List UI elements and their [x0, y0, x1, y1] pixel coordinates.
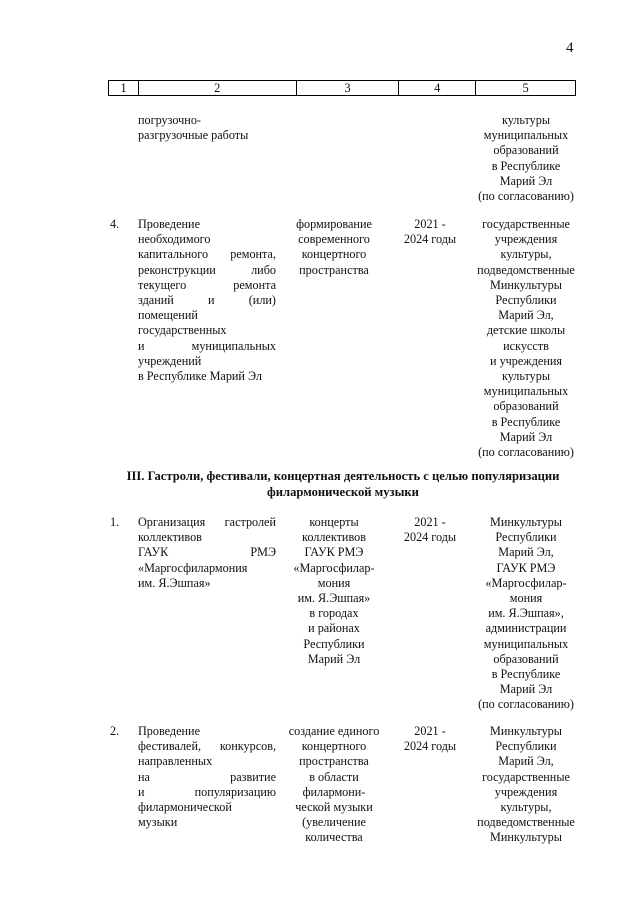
text-line: и муниципальных [138, 338, 276, 353]
page-number: 4 [566, 40, 574, 56]
text-line: Марий Эл [499, 173, 553, 188]
row1-number: 1. [110, 515, 120, 529]
text-line: культуры [501, 369, 551, 384]
text-line: культуры, [500, 247, 552, 262]
text-line: капитального ремонта, [138, 247, 276, 262]
text-line: (по согласованию) [478, 445, 574, 460]
text-line: 2021 - [414, 724, 446, 738]
text-line: государственные [482, 769, 570, 784]
header-col-1: 1 [109, 81, 139, 95]
text-line: государственных [138, 323, 227, 338]
text-line: зданий и (или) [138, 293, 276, 308]
text-line: Марий Эл, [498, 754, 554, 769]
text-line: 2024 годы [403, 232, 457, 247]
text-line: помещений [138, 308, 198, 323]
text-line: подведомственные [477, 262, 575, 277]
text-line: музыки [138, 815, 178, 830]
text-line: Республики [495, 293, 557, 308]
row2-result-cell [287, 724, 381, 846]
text-line: им. Я.Эшпая» [297, 591, 371, 606]
text-line: коллективов [302, 530, 366, 545]
text-line: и районах [308, 621, 360, 636]
text-line: «Маргосфилар- [293, 560, 375, 575]
text-line: администрации [485, 621, 567, 636]
text-line: и популяризацию [138, 784, 276, 799]
text-line: образований [493, 143, 559, 158]
text-line: муниципальных [483, 384, 569, 399]
text-line: ГАУК РМЭ [496, 560, 556, 575]
text-line: учреждения [494, 784, 558, 799]
text-line: «Маргосфилармония [138, 560, 248, 575]
text-line: (увеличение [302, 815, 366, 830]
row2-number: 2. [110, 724, 120, 738]
text-line: Республики [495, 530, 557, 545]
text-line: в Республике [491, 667, 561, 682]
row1-name-cell [138, 515, 276, 591]
text-line: Марий Эл [307, 651, 361, 666]
text-line: 2021 - [414, 515, 446, 529]
text-line: образований [493, 399, 559, 414]
text-line: коллективов [138, 530, 202, 545]
text-line: концерты [309, 515, 359, 529]
header-col-3: 3 [297, 81, 400, 95]
text-line: в Республике [491, 414, 561, 429]
text-line: в Республике [491, 158, 561, 173]
row2-exec-cell [470, 724, 582, 846]
text-line: муниципальных [483, 128, 569, 143]
text-line: количества [305, 830, 363, 845]
text-line: в области [309, 769, 359, 784]
text-line: Проведение [138, 217, 200, 231]
row4-term-cell [392, 217, 468, 247]
text-line: культуры, [500, 800, 552, 815]
text-line: Марий Эл [499, 429, 553, 444]
header-col-5: 5 [476, 81, 576, 95]
text-line: текущего ремонта [138, 277, 276, 292]
text-line: муниципальных [483, 636, 569, 651]
text-line: государственные [482, 217, 570, 231]
text-line: Республики [495, 739, 557, 754]
text-line: создание единого [288, 724, 380, 738]
row1-exec-cell [470, 515, 582, 713]
text-line: мония [509, 591, 543, 606]
text-line: 2021 - [414, 217, 446, 231]
text-line: ГАУК РМЭ [304, 545, 364, 560]
text-line: образований [493, 651, 559, 666]
text-line: Минкультуры [490, 277, 562, 292]
row4-name-cell [138, 217, 276, 384]
text-line: концертного [301, 247, 367, 262]
text-line: (по согласованию) [478, 697, 574, 712]
text-line: Республики [303, 636, 365, 651]
text-line: детские школы [486, 323, 566, 338]
text-line: Минкультуры [490, 830, 562, 845]
text-line: Марий Эл, [498, 545, 554, 560]
text-line: необходимого [138, 232, 211, 247]
text-line: 2024 годы [403, 530, 457, 545]
text-line: реконструкции либо [138, 262, 276, 277]
row2-name-cell [138, 724, 276, 830]
text-line: 2024 годы [403, 739, 457, 754]
text-line: «Маргосфилар- [485, 575, 567, 590]
text-line: Проведение [138, 724, 200, 738]
text-line: направленных [138, 754, 213, 769]
header-col-2: 2 [139, 81, 297, 95]
text-line: подведомственные [477, 815, 575, 830]
cont-name-cell [138, 113, 276, 143]
text-line: филармонической [138, 800, 232, 815]
row2-term-cell [392, 724, 468, 754]
text-line: учреждений [138, 353, 202, 368]
text-line: Организация гастролей [138, 515, 276, 529]
text-line: филармони- [302, 784, 366, 799]
cont-exec-cell [470, 113, 582, 204]
text-line: формирование [296, 217, 372, 231]
row1-term-cell [392, 515, 468, 545]
text-line: на развитие [138, 769, 276, 784]
text-line: им. Я.Эшпая» [138, 575, 211, 590]
text-line: и учреждения [490, 353, 562, 368]
header-col-4: 4 [399, 81, 476, 95]
section-title-line: филармонической музыки [267, 485, 419, 499]
text-line: современного [298, 232, 370, 247]
section-heading [108, 468, 578, 500]
row1-result-cell [287, 515, 381, 667]
text-line: в городах [309, 606, 359, 621]
text-line: фестивалей, конкурсов, [138, 739, 276, 754]
text-line: ческой музыки [295, 800, 373, 815]
text-line: искусств [503, 338, 549, 353]
section-title-line: III. Гастроли, фестивали, концертная деятельность с целью популяризации [126, 469, 560, 483]
text-line: мония [317, 575, 351, 590]
text-line: погрузочно- [138, 113, 201, 127]
text-line: разгрузочные работы [138, 128, 249, 143]
row4-result-cell [287, 217, 381, 278]
text-line: в Республике Марий Эл [138, 369, 262, 384]
row4-exec-cell [470, 217, 582, 460]
text-line: Минкультуры [490, 515, 562, 529]
text-line: учреждения [494, 232, 558, 247]
text-line: Марий Эл [499, 682, 553, 697]
text-line: Марий Эл, [498, 308, 554, 323]
row4-number: 4. [110, 217, 120, 231]
text-line: ГАУК РМЭ [138, 545, 276, 560]
text-line: пространства [299, 262, 369, 277]
text-line: пространства [299, 754, 369, 769]
text-line: (по согласованию) [478, 189, 574, 204]
text-line: им. Я.Эшпая», [488, 606, 564, 621]
table-header-row [108, 80, 576, 96]
text-line: концертного [301, 739, 367, 754]
text-line: Минкультуры [490, 724, 562, 738]
text-line: культуры [501, 113, 551, 127]
